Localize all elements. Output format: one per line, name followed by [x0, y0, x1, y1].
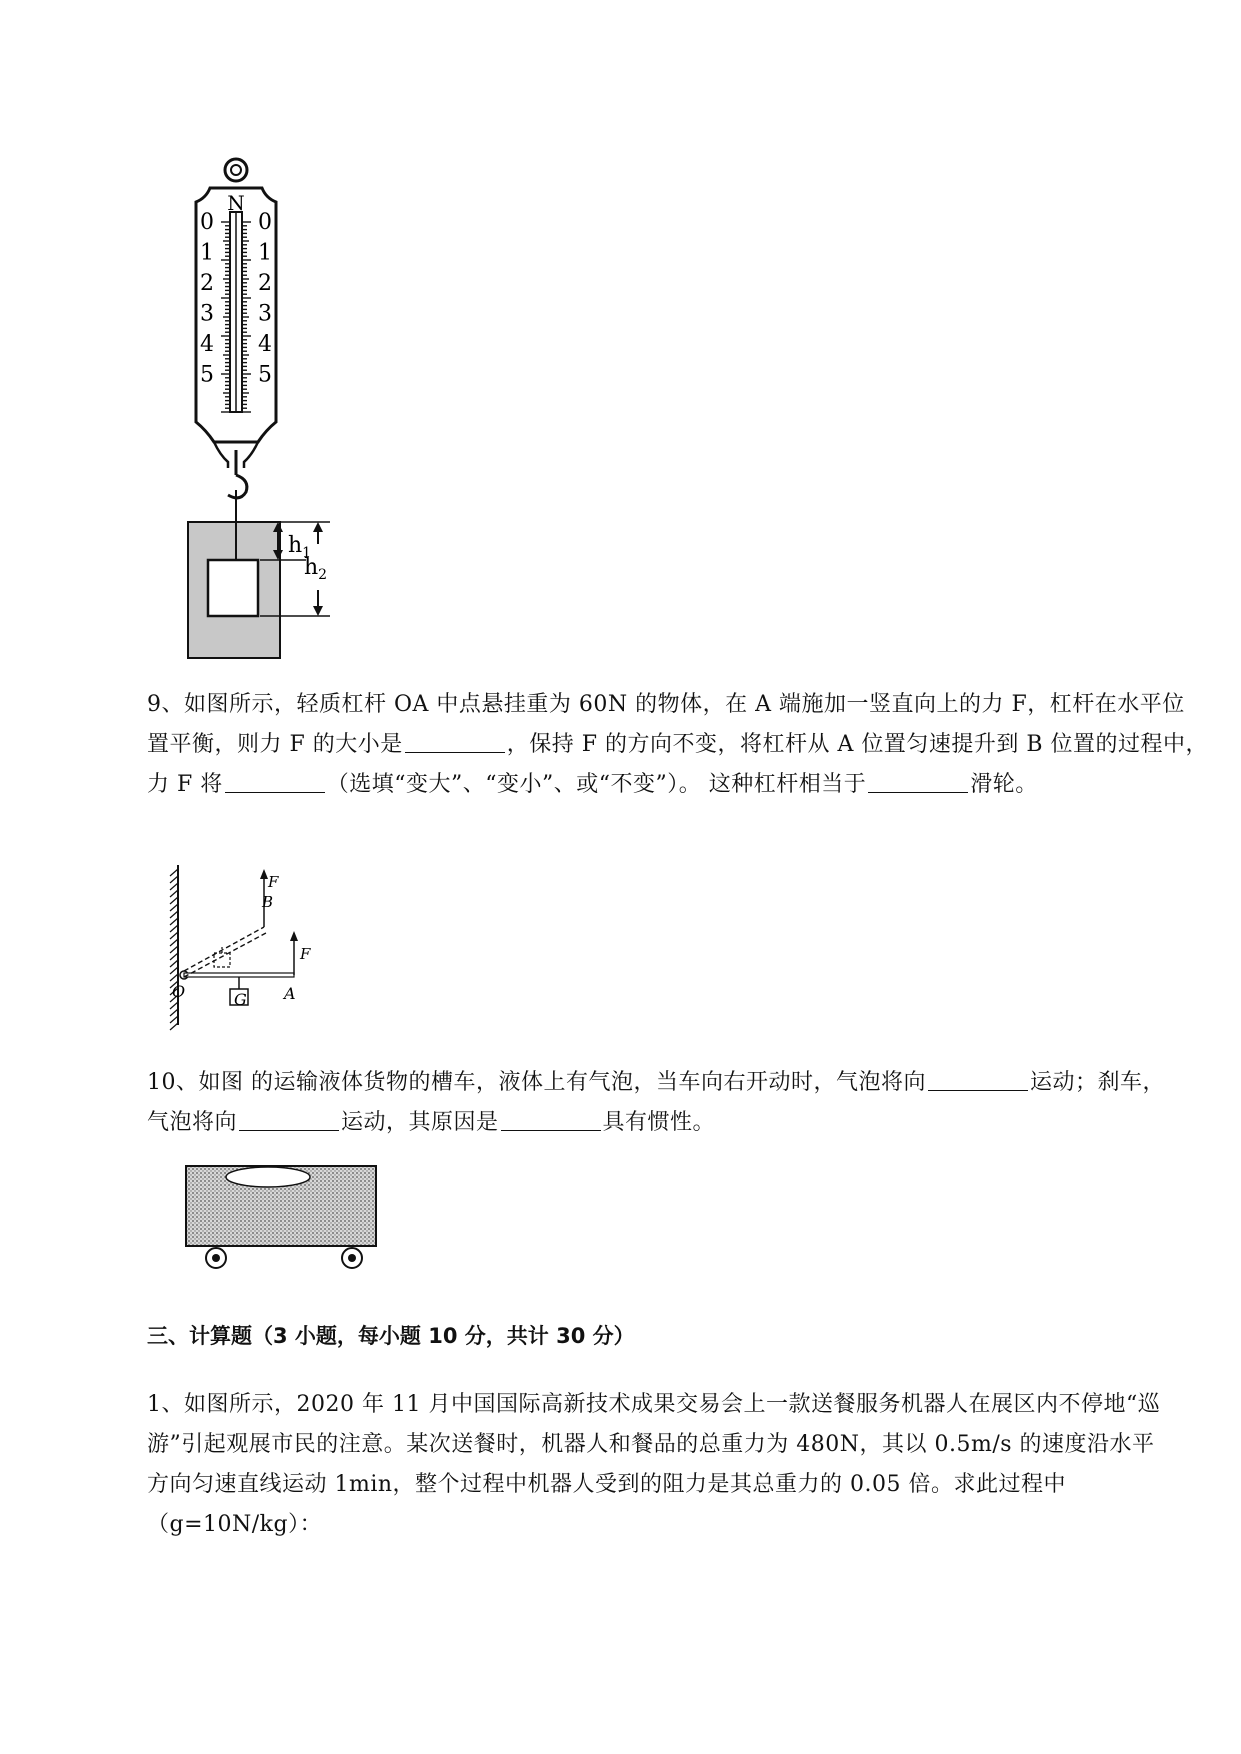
wall-hatch-line: [170, 953, 178, 960]
force-label-a: F: [300, 945, 311, 963]
wall-hatch-line: [170, 869, 178, 876]
wall-hatch-line: [170, 890, 178, 897]
calc-question-1: [147, 1385, 1161, 1545]
unit-label: N: [227, 191, 245, 215]
calc1-line-1: 1、如图所示，2020 年 11 月中国国际高新技术成果交易会上一款送餐服务机器人在展区内不停地“巡: [147, 1392, 1161, 1417]
wall-hatch-line: [170, 932, 178, 939]
tank-car-figure: [180, 1160, 390, 1270]
question-9: [147, 685, 1209, 805]
wall-hatch-line: [170, 974, 178, 981]
point-a-label: A: [284, 984, 296, 1003]
wall-hatch-line: [170, 946, 178, 953]
question-10: [147, 1063, 1166, 1143]
point-o-label: O: [172, 982, 186, 1001]
wall-hatch-line: [170, 967, 178, 974]
answer-blank[interactable]: [928, 1068, 1028, 1091]
scale-right-tick-label: 0: [258, 210, 272, 235]
scale-left-tick-label: 3: [200, 301, 214, 327]
wall-hatch-line: [170, 876, 178, 883]
q10-line-2: 气泡将向 运动，其原因是 具有惯性。: [147, 1110, 716, 1135]
wall-hatch-line: [170, 904, 178, 911]
wall-hatch-line: [170, 883, 178, 890]
calc1-line-2: 游”引起观展市民的注意。某次送餐时，机器人和餐品的总重力为 480N，其以 0.5m/s 的速度沿水平: [147, 1432, 1155, 1457]
wall-hatch-line: [170, 960, 178, 967]
q9-line-1: 9、如图所示，轻质杠杆 OA 中点悬挂重为 60N 的物体，在 A 端施加一竖直向上的力 F，杠杆在水平位: [147, 692, 1185, 717]
q10-line-1: 10、如图 的运输液体货物的槽车，液体上有气泡，当车向右开动时，气泡将向 运动；刹车，: [147, 1070, 1166, 1095]
wall-hatch-line: [170, 1016, 178, 1023]
scale-left-tick-label: 1: [200, 240, 214, 266]
q9-line-3: 力 F 将 （选填“变大”、“变小”、或“不变”）。 这种杠杆相当于 滑轮。: [147, 772, 1038, 797]
wall-hatch-line: [170, 1002, 178, 1009]
h1-label: $h_1$: [288, 533, 312, 561]
scale-right-tick-label: 3: [258, 301, 272, 327]
scale-right-tick-label: 5: [258, 362, 272, 388]
answer-blank[interactable]: [225, 770, 325, 793]
scale-right-tick-label: 4: [258, 332, 272, 357]
h2-label: $h_2$: [304, 555, 328, 583]
wall-hatch-line: [170, 939, 178, 946]
wall-hatch-line: [170, 897, 178, 904]
scale-right-tick-label: 1: [258, 240, 272, 266]
scale-left-tick-label: 0: [200, 210, 214, 235]
section-3-title: 三、计算题（3 小题，每小题 10 分，共计 30 分）: [147, 1324, 635, 1348]
scale-left-tick-label: 2: [200, 271, 214, 296]
point-b-label: B: [262, 893, 274, 911]
q9-line-2: 置平衡，则力 F 的大小是 ，保持 F 的方向不变，将杠杆从 A 位置匀速提升到 B 位置的过程中，: [147, 732, 1209, 757]
wall-hatch-line: [170, 925, 178, 932]
scale-left-tick-label: 4: [200, 332, 214, 357]
wall-hatch-line: [170, 1023, 178, 1030]
wall-hatch-line: [170, 911, 178, 918]
answer-blank[interactable]: [868, 770, 968, 793]
answer-blank[interactable]: [501, 1108, 601, 1131]
spring-scale-figure: [180, 150, 380, 660]
scale-left-tick-label: 5: [200, 362, 214, 388]
wall-hatch-line: [170, 1009, 178, 1016]
wall-hatch-line: [170, 918, 178, 925]
scale-right-tick-label: 2: [258, 271, 272, 296]
answer-blank[interactable]: [239, 1108, 339, 1131]
calc1-line-3: 方向匀速直线运动 1min，整个过程中机器人受到的阻力是其总重力的 0.05 倍。求此过程中: [147, 1472, 1067, 1497]
calc1-line-4: （g=10N/kg）：: [147, 1512, 323, 1537]
weight-label: G: [234, 990, 247, 1009]
force-label-b: F: [268, 873, 279, 891]
lever-figure: [160, 835, 360, 1035]
answer-blank[interactable]: [405, 730, 505, 753]
